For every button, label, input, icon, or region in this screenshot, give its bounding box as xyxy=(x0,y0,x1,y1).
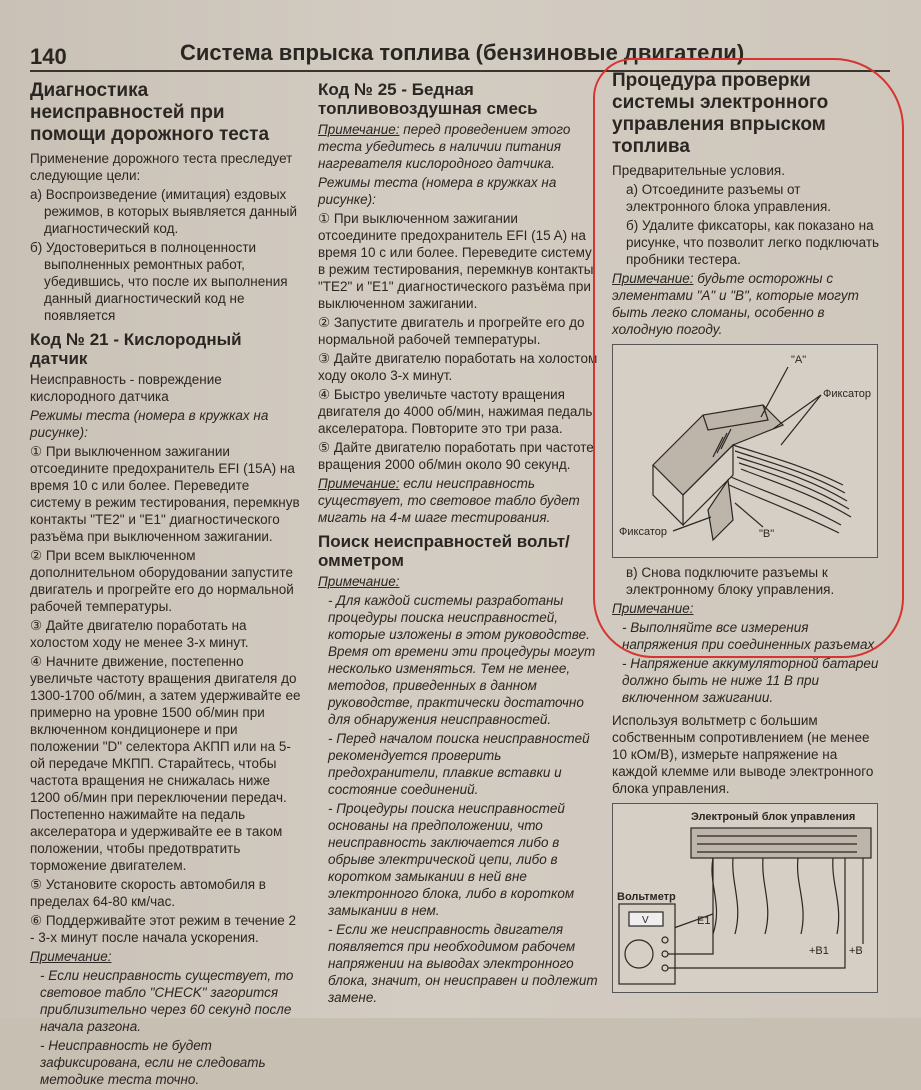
note2-item: - Выполняйте все измерения напряжения при соединенных разъемах. xyxy=(622,620,879,652)
label-e1: E1 xyxy=(697,915,711,927)
code21-step: ② При всем выключенном дополнительном оборудовании запустите двигатель и прогрейте его до нормальной рабочей температуры. xyxy=(30,548,294,614)
code21-modes: Режимы теста (номера в кружках на рисунке): xyxy=(30,408,269,440)
note2-item: - Напряжение аккумуляторной батареи должно быть не ниже 11 В при включенном зажигании. xyxy=(622,656,879,705)
goal-item: а) Воспроизведение (имитация) ездовых режимов, в которых выявляется данный диагностический код. xyxy=(30,187,298,236)
code25-modes: Режимы теста (номера в кружках на рисунке): xyxy=(318,175,557,207)
voltmeter-diagram xyxy=(613,804,877,992)
page-number: 140 xyxy=(30,44,67,69)
road-test-intro: Применение дорожного теста преследует следующие цели: xyxy=(30,151,293,183)
label-fixator-bottom: Фиксатор xyxy=(619,526,667,538)
code21-fault: Неисправность - повреждение кислородного датчика xyxy=(30,372,222,404)
search-note: - Для каждой системы разработаны процедуры поиска неисправностей, которые изложены в этом руководстве. Время от времени эти процедуры могут несколько изменяться. Тем не менее, методов, приведенных в данном руководстве, практически достаточно для обнаружения неисправностей. xyxy=(328,593,596,727)
label-ecu: Электроный блок управления xyxy=(691,811,856,823)
road-test-heading: Диагностика неисправностей при помощи дорожного теста xyxy=(30,80,270,145)
column-middle xyxy=(318,80,600,1008)
search-note-label: Примечание: xyxy=(318,574,400,589)
code21-heading: Код № 21 - Кислородный датчик xyxy=(30,330,242,368)
code25-heading: Код № 25 - Бедная топливовоздушная смесь xyxy=(318,80,538,118)
code25-step: ② Запустите двигатель и прогрейте его до нормальной рабочей температуры. xyxy=(318,315,585,347)
preconditions: Предварительные условия. xyxy=(612,163,785,178)
red-highlight-circle xyxy=(593,58,904,658)
label-b: +B xyxy=(849,945,863,957)
precondition-step: б) Удалите фиксаторы, как показано на рисунке, что позволит легко подключать пробники тестера. xyxy=(626,218,880,267)
label-b1: +B1 xyxy=(809,945,829,957)
code25-note2-label: Примечание: xyxy=(318,476,400,491)
code25-step: ① При выключенном зажигании отсоедините предохранитель EFI (15 A) на время 10 с или более. Переведите систему в режим тестирования, перемкнув контакты "TE2" и "E1" диагностического разъёма при выключенном зажигании. xyxy=(318,211,594,311)
voltmeter-figure xyxy=(612,803,878,993)
voltmeter-search-heading: Поиск неисправностей вольт/омметром xyxy=(318,532,570,570)
code25-step: ④ Быстро увеличьте частоту вращения двигателя до 4000 об/мин, нажимая педаль акселератора. Повторите это три раза. xyxy=(318,387,593,436)
code21-step: ⑥ Поддерживайте этот режим в течение 2 - 3-х минут после начала ускорения. xyxy=(30,913,297,945)
label-v: V xyxy=(642,915,649,926)
search-note: - Перед началом поиска неисправностей рекомендуется проверить предохранители, плавкие вставки и состояние соединений. xyxy=(328,731,590,797)
step-c: в) Снова подключите разъемы к электронному блоку управления. xyxy=(626,565,835,597)
code21-note-label: Примечание: xyxy=(30,949,112,964)
label-fixator-top: Фиксатор xyxy=(823,388,871,400)
goal-item: б) Удостовериться в полноценности выполненных ремонтных работ, убедившись, что после их выполнения данный диагностический код не появляется xyxy=(30,240,288,323)
code25-step: ③ Дайте двигателю поработать на холостом ходу около 3-х минут. xyxy=(318,351,598,383)
code21-step: ④ Начните движение, постепенно увеличьте частоту вращения двигателя до 1300-1700 об/мин, а затем удерживайте ее примерно на уровне 1500 об/мин при включенном кондиционере и при положении "D" селектора АКПП или на 5-ой передаче МКПП. Старайтесь, чтобы частота вращения не снижалась ниже 1200 об/мин при переключении передач. Постепенно нажимайте на педаль акселератора и удерживайте ее в таком положении, чтобы предотвратить торможение двигателем. xyxy=(30,654,301,873)
search-note: - Если же неисправность двигателя появляется при необходимом рабочем напряжении на выводах электронного блока, значит, он неисправен и подлежит замене. xyxy=(328,922,598,1005)
search-note: - Процедуры поиска неисправностей основаны на предположении, что неисправность заключается либо в обрыве электрической цепи, либо в коротком замыкании в ней вне электронного блока, либо в коротком замыкании в нем. xyxy=(328,801,575,918)
code25-note: перед проведением этого теста убедитесь в наличии питания нагревателя кислородного датчика. xyxy=(318,122,571,171)
code25-note2: если неисправность существует, то световое табло будет мигать на 4-м шаге тестирования. xyxy=(318,476,580,525)
page-title: Система впрыска топлива (бензиновые двигатели) xyxy=(180,40,745,65)
label-a: "A" xyxy=(791,354,807,366)
note2-label: Примечание: xyxy=(612,601,694,616)
code25-step: ⑤ Дайте двигателю поработать при частоте вращения 2000 об/мин около 90 секунд. xyxy=(318,440,594,472)
code21-step: ③ Дайте двигателю поработать на холостом ходу не менее 3-х минут. xyxy=(30,618,249,650)
note1-text: будьте осторожны с элементами "A" и "B", которые могут быть легко сломаны, особенно в холодную погоду. xyxy=(612,271,859,337)
procedure-heading: Процедура проверки системы электронного управления впрыском топлива xyxy=(612,70,829,157)
column-left xyxy=(30,80,302,1090)
voltmeter-paragraph: Используя вольтметр с большим собственным сопротивлением (не менее 10 кОм/В), измерьте напряжение на каждой клемме или выводе электронного блока управления. xyxy=(612,713,874,796)
label-voltmeter: Вольтметр xyxy=(617,891,676,903)
note1-label: Примечание: xyxy=(612,271,694,286)
code25-note-label: Примечание: xyxy=(318,122,400,137)
code21-note: - Неисправность не будет зафиксирована, если не следовать методике теста точно. xyxy=(40,1038,266,1087)
code21-step: ① При выключенном зажигании отсоедините предохранитель EFI (15A) на время 10 с или более. Переведите систему в режим тестирования, перемкнув контакты "TE2" и "E1" диагностического разъёма при выключенном зажигании. xyxy=(30,444,300,544)
precondition-step: а) Отсоедините разъемы от электронного блока управления. xyxy=(626,182,832,214)
code21-note: - Если неисправность существует, то световое табло "CHECK" загорится приблизительно через 60 секунд после начала разгона. xyxy=(40,968,294,1034)
label-b: "B" xyxy=(759,528,775,540)
code21-step: ⑤ Установите скорость автомобиля в пределах 64-80 км/час. xyxy=(30,877,266,909)
